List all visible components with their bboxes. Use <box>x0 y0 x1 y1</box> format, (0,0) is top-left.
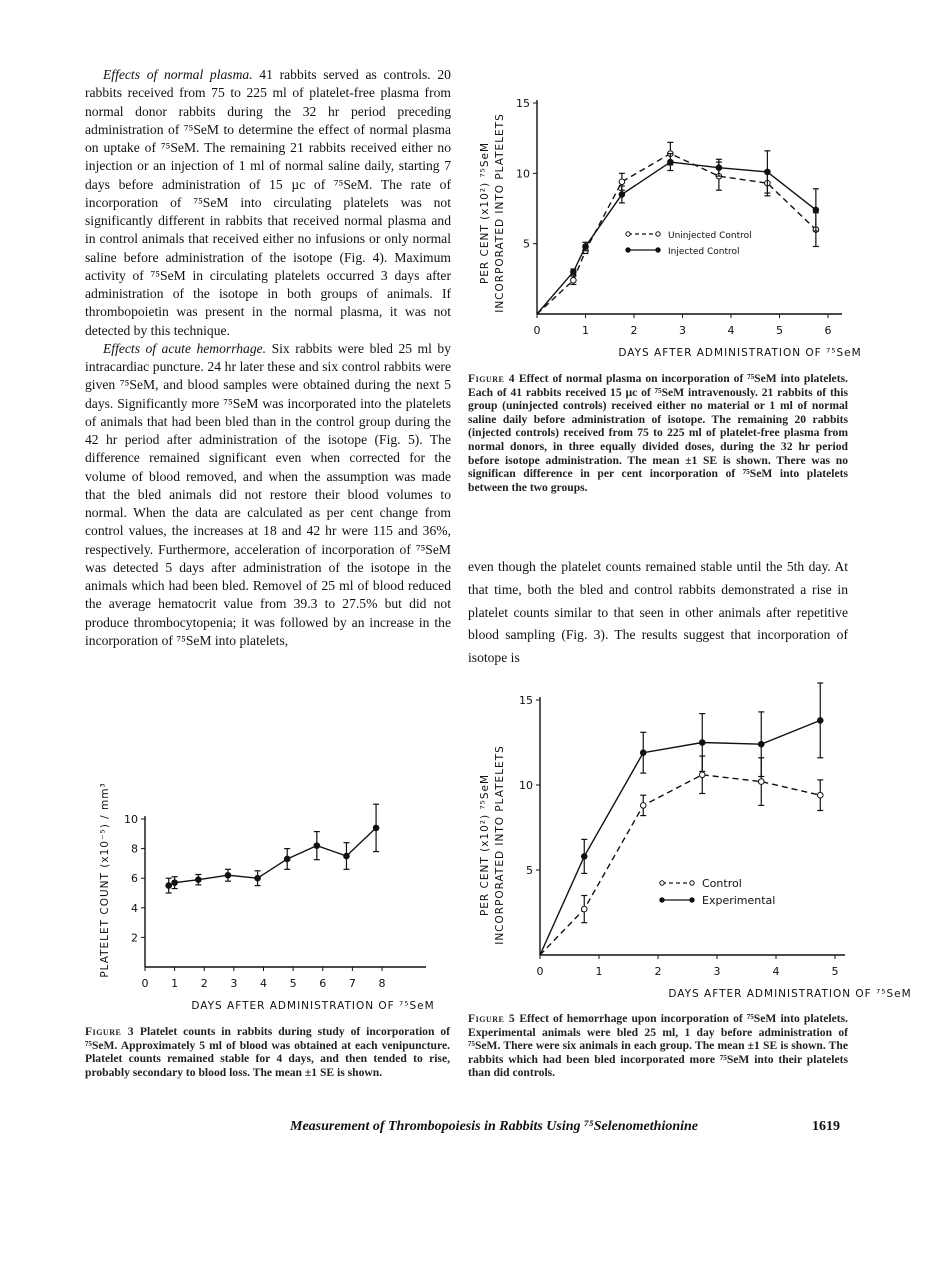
caption-label: Figure 3 <box>85 1025 135 1038</box>
data-point <box>619 192 625 198</box>
x-tick-label: 1 <box>582 324 589 337</box>
paragraph-acute-hemorrhage <box>85 340 451 650</box>
figure-3-chart <box>80 770 450 1020</box>
y-axis-label: INCORPORATED INTO PLATELETS <box>494 113 506 313</box>
data-point <box>758 779 764 785</box>
y-tick-label: 15 <box>516 97 530 110</box>
caption-text: Effect of normal plasma on incorporation of ⁷⁵SeM into platelets. Each of 41 rabbits received 15 µc of ⁷⁵SeM intravenously. 21 rabbits of this group (uninjected controls) received either no material or 1 ml of normal saline daily before administration of isotope. The remaining 20 rabbits (injected controls) received from 75 to 225 ml of platelet-free plasma from normal donors, in three equally divided doses, during the 32 hr period before isotope administration. The mean ±1 SE is shown. There was no significan difference in per cent incorporation of ⁷⁵SeM into platelets between the two groups. <box>468 372 848 494</box>
data-point <box>699 772 705 778</box>
left-column-text <box>85 66 451 650</box>
data-point <box>314 843 320 849</box>
x-tick-label: 5 <box>289 977 297 990</box>
data-point <box>758 741 764 747</box>
data-point <box>716 165 722 171</box>
x-tick-label: 2 <box>200 977 208 990</box>
data-point <box>196 877 202 883</box>
legend-label: Injected Control <box>668 247 740 257</box>
data-point <box>225 872 231 878</box>
figure-3-caption <box>85 1025 450 1079</box>
x-tick-label: 5 <box>776 324 783 337</box>
paragraph-body: 41 rabbits served as controls. 20 rabbits received from 75 to 225 ml of platelet-free plasma from normal donor rabbits during the 32 hr period preceding administration of ⁷⁵SeM to determine the effect of normal plasma on uptake of ⁷⁵SeM. The remaining 21 rabbits received either no injection or an injection of 1 ml of normal saline daily, starting 7 days before administration of 15 µc of ⁷⁵SeM. The rate of incorporation of ⁷⁵SeM into circulating platelets was not significantly different in rabbits that received normal plasma and in control animals that received either no infusions or only normal saline before administration of the isotope (Fig. 4). Maximum activity of ⁷⁵SeM in circulating platelets occurred 3 days after administration of the isotope in both groups of animals. If thrombopoietin was present in the normal plasma, it was not detected by this technique. <box>85 67 451 338</box>
data-point <box>765 169 771 175</box>
page-number: 1619 <box>812 1119 840 1134</box>
y-axis-label: PER CENT (x10²) ⁷⁵SeM <box>479 141 491 285</box>
x-tick-label: 0 <box>533 324 541 337</box>
paragraph-heading: Effects of acute hemorrhage. <box>103 340 267 356</box>
data-point <box>640 803 646 809</box>
figure-4-caption <box>468 372 848 494</box>
y-axis-label: INCORPORATED INTO PLATELETS <box>494 745 506 945</box>
legend-marker <box>690 898 694 902</box>
y-tick-label: 6 <box>131 872 138 886</box>
x-axis-label: DAYS AFTER ADMINISTRATION OF ⁷⁵SeM <box>668 988 912 1000</box>
y-tick-label: 2 <box>131 931 138 945</box>
caption-label: Figure 5 <box>468 1012 516 1025</box>
x-axis-label: DAYS AFTER ADMINISTRATION OF ⁷⁵SeM <box>191 1000 435 1012</box>
data-point <box>817 792 823 798</box>
data-point <box>571 269 577 275</box>
caption-text: Platelet counts in rabbits during study of incorporation of ⁷⁵SeM. Approximately 5 ml of blood was obtained at each venipuncture. Platelet counts remained stable for 4 days, and then tended to rise, probably secondary to blood loss. The mean ±1 SE is shown. <box>85 1025 450 1079</box>
x-tick-label: 2 <box>654 965 662 978</box>
y-tick-label: 10 <box>124 813 138 826</box>
y-tick-label: 5 <box>523 237 530 251</box>
paragraph-heading: Effects of normal plasma. <box>103 67 253 82</box>
y-axis-label: PER CENT (x10²) ⁷⁵SeM <box>479 773 491 917</box>
x-tick-label: 0 <box>536 965 544 978</box>
data-point <box>699 740 705 746</box>
y-tick-label: 5 <box>526 864 533 877</box>
y-tick-label: 10 <box>516 167 530 181</box>
data-point <box>581 854 587 860</box>
figure-4-chart <box>470 88 862 368</box>
series-line-control <box>540 775 820 955</box>
x-tick-label: 3 <box>230 977 238 990</box>
data-point <box>344 853 350 859</box>
y-tick-label: 4 <box>131 901 138 915</box>
data-point <box>373 825 379 831</box>
series-line-experimental <box>540 720 820 955</box>
data-point <box>583 244 589 250</box>
legend-marker <box>656 232 660 236</box>
legend-marker <box>660 898 664 902</box>
paragraph-normal-plasma <box>85 66 451 340</box>
figure-5-chart <box>470 680 912 1010</box>
x-tick-label: 1 <box>171 977 179 990</box>
paragraph-body: Six rabbits were bled 25 ml by intracardiac puncture. 24 hr later these and six control rabbits were given ⁷⁵SeM, and blood samples were obtained during the next 5 days. Significantly more ⁷⁵SeM was incorporated into the platelets of animals that had been bled than in the control group during the 42 hr period after administration of the isotope (Fig. 5). The difference remained significant even when corrected for the volume of blood removed, and when the assumption was made that the bled animals did not restore their blood volumes to normal. When the data are calculated as per cent change from control values, the increases at 18 and 42 hr were 115 and 36%, respectively. Furthermore, acceleration of incorporation of ⁷⁵SeM was detected 5 days after administration of the isotope in the animals which had been bled. Removel of 25 ml of blood reduced the average hematocrit value from 39.3 to 27.5% but did not produce thrombocytopenia; it was followed by an increase in the incorporation of ⁷⁵SeM into platelets, <box>85 340 451 648</box>
legend-marker <box>656 248 660 252</box>
legend-marker <box>626 232 630 236</box>
figure-5-caption <box>468 1012 848 1080</box>
y-tick-label: 8 <box>131 842 138 856</box>
x-tick-label: 1 <box>595 965 603 978</box>
caption-label: Figure 4 <box>468 372 516 385</box>
y-tick-label: 15 <box>519 694 533 707</box>
data-point <box>166 883 172 889</box>
data-point <box>571 277 577 283</box>
x-tick-label: 3 <box>679 324 686 337</box>
data-point <box>640 750 646 756</box>
legend-marker <box>626 248 630 252</box>
data-point <box>813 207 819 213</box>
data-point <box>619 179 625 185</box>
x-axis-label: DAYS AFTER ADMINISTRATION OF ⁷⁵SeM <box>618 347 862 359</box>
data-point <box>172 880 178 886</box>
paragraph-body: even though the platelet counts remained stable until the 5th day. At that time, both the bled and control rabbits demonstrated a rise in platelet counts similar to that seen in other animals after repetitive blood sampling (Fig. 3). The results suggest that incorporation of isotope is <box>468 559 848 666</box>
x-tick-label: 4 <box>772 965 780 978</box>
x-tick-label: 0 <box>141 977 149 990</box>
legend-marker <box>690 881 694 885</box>
data-point <box>668 159 674 165</box>
legend-label: Uninjected Control <box>668 231 752 241</box>
data-point <box>581 906 587 912</box>
x-tick-label: 7 <box>348 977 356 990</box>
data-point <box>817 718 823 724</box>
legend-marker <box>660 881 664 885</box>
x-tick-label: 3 <box>713 965 721 978</box>
data-point <box>255 875 261 881</box>
y-tick-label: 10 <box>519 779 533 792</box>
x-tick-label: 5 <box>831 965 839 978</box>
caption-text: Effect of hemorrhage upon incorporation of ⁷⁵SeM into platelets. Experimental animals were bled 25 ml, 1 day before administration of ⁷⁵SeM. There were six animals in each group. The mean ±1 SE is shown. The rabbits which had been bled incorporated more ⁷⁵SeM into their platelets than did controls. <box>468 1012 848 1080</box>
right-column-text <box>468 556 848 670</box>
x-tick-label: 2 <box>630 324 638 337</box>
x-tick-label: 4 <box>260 977 267 990</box>
x-tick-label: 4 <box>727 324 735 337</box>
data-point <box>284 856 290 862</box>
legend-label: Experimental <box>702 894 776 907</box>
x-tick-label: 8 <box>378 977 386 990</box>
x-tick-label: 6 <box>824 324 832 337</box>
y-axis-label: PLATELET COUNT (x10⁻⁵) / mm³ <box>99 782 111 978</box>
x-tick-label: 6 <box>319 977 327 990</box>
running-title: Measurement of Thrombopoiesis in Rabbits Using ⁷⁵Selenomethionine <box>290 1119 699 1134</box>
legend-label: Control <box>702 877 742 890</box>
